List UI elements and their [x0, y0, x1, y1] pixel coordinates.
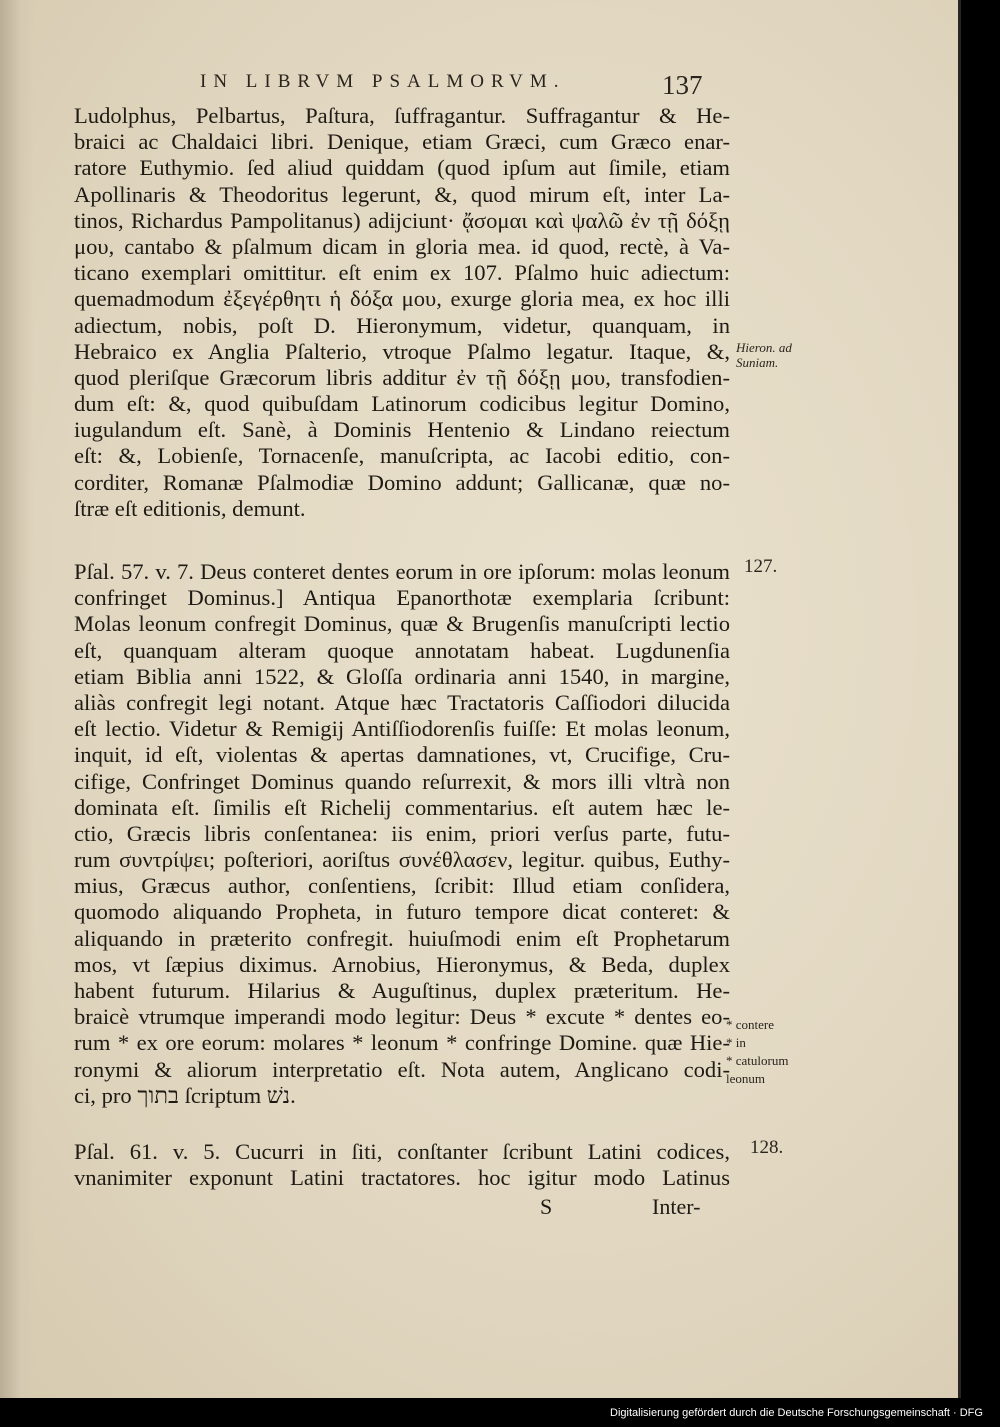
text-line: etiam Biblia anni 1522, & Gloſſa ordinaria anni 1540, in margine, — [74, 663, 730, 689]
text-line: eſt: &, Lobienſe, Tornacenſe, manuſcripta, ac Iacobi editio, con- — [74, 443, 730, 469]
text-line: ctio, Græcis libris conſentanea: iis enim, priori verſus parte, futu- — [74, 820, 730, 846]
text-line: tinos, Richardus Pampolitanus) adijciunt· ᾄσομαι καὶ ψαλῶ ἐν τῇ δόξῃ — [74, 207, 730, 233]
text-line: quod pleriſque Græcorum libris additur ἐν τῇ δόξῃ μου, transfodien- — [74, 364, 730, 390]
text-line: μου, cantabo & pſalmum dicam in gloria mea. id quod, rectè, à Va- — [74, 233, 730, 259]
text-line: Pſal. 57. v. 7. Deus conteret dentes eorum in ore ipſorum: molas leonum — [74, 559, 730, 584]
text-line: Molas leonum confregit Dominus, quæ & Brugenſis manuſcripti lectio — [74, 611, 730, 637]
text-line: quomodo aliquando Propheta, in futuro tempore dicat conteret: & — [74, 899, 730, 925]
text-line: Apollinaris & Theodoritus legerunt, &, quod mirum eſt, inter La- — [74, 181, 730, 207]
catchword: Inter- — [652, 1194, 701, 1219]
paragraph-3 — [74, 1139, 730, 1191]
text-line: iugulandum eſt. Sanè, à Dominis Hentenio & Lindano reiectum — [74, 417, 730, 443]
text-line: rum * ex ore eorum: molares * leonum * confringe Domine. quæ Hie- — [74, 1030, 730, 1056]
text-line: cifige, Confringet Dominus quando reſurrexit, & mors illi vltrà non — [74, 768, 730, 794]
text-line: aliàs confregit legi notant. Atque hæc Tractatoris Caſſiodori dilucida — [74, 689, 730, 715]
text-line: ticano exemplari omittitur. eſt enim ex 107. Pſalmo huic adiectum: — [74, 260, 730, 286]
text-line: mius, Græcus author, conſentiens, ſcribit: Illud etiam conſidera, — [74, 873, 730, 899]
page-number: 137 — [662, 70, 703, 100]
text-line: dum eſt: &, quod quibuſdam Latinorum codicibus legitur Domino, — [74, 391, 730, 417]
text-line: eſt lectio. Videtur & Remigij Antiſſiodorenſis fuiſſe: Et molas leonum, — [74, 716, 730, 742]
text-line: rum συντρίψει; poſteriori, aoriſtus συνέθλασεν, legitur. quibus, Euthy- — [74, 847, 730, 873]
text-line: ronymi & aliorum interpretatio eſt. Nota autem, Anglicano codi- — [74, 1056, 730, 1082]
margin-note-hieron: Hieron. ad Suniam. — [736, 340, 792, 370]
text-line: mos, vt ſæpius diximus. Arnobius, Hieronymus, & Beda, duplex — [74, 951, 730, 977]
verse-number-128: 128. — [750, 1137, 784, 1158]
text-line: braici ac Chaldaici libri. Denique, etiam Græci, cum Græco enar- — [74, 129, 730, 155]
verse-number-127: 127. — [744, 556, 778, 577]
paragraph-2 — [74, 559, 730, 1109]
margin-note-variants: * contere * in * catulorum leonum — [726, 1017, 789, 1086]
text-line: braicè vtrumque imperandi modo legitur: Deus * excute * dentes eo- — [74, 1004, 730, 1030]
text-line: confringet Dominus.] Antiqua Epanorthotæ exemplaria ſcribunt: — [74, 585, 730, 611]
text-line: inquit, id eſt, violentas & apertas damnationes, vt, Crucifige, Cru- — [74, 742, 730, 768]
gutter-shadow — [0, 0, 34, 1398]
paragraph-1 — [74, 103, 730, 522]
text-line: Pſal. 61. v. 5. Cucurri in ſiti, conſtanter ſcribunt Latini codices, — [74, 1139, 730, 1164]
text-line: habent futurum. Hilarius & Auguſtinus, duplex præteritum. He- — [74, 978, 730, 1003]
text-line: corditer, Romanæ Pſalmodiæ Domino addunt; Gallicanæ, quæ no- — [74, 469, 730, 495]
running-head: IN LIBRVM PSALMORVM. — [200, 71, 566, 92]
text-line: adiectum, nobis, poſt D. Hieronymum, videtur, quanquam, in — [74, 312, 730, 338]
signature-mark: S — [540, 1194, 553, 1219]
text-line: dominata eſt. ſimilis eſt Richelij commentarius. eſt autem hæc le- — [74, 794, 730, 820]
text-line: Ludolphus, Pelbartus, Paſtura, ſuffragantur. Suffragantur & He- — [74, 103, 730, 128]
text-line: eſt, quanquam alteram quoque annotatam habeat. Lugdunenſia — [74, 637, 730, 663]
text-line: ratore Euthymio. ſed aliud quiddam (quod ipſum aut ſimile, etiam — [74, 155, 730, 181]
text-line: Hebraico ex Anglia Pſalterio, vtroque Pſalmo legatur. Itaque, &, — [74, 338, 730, 364]
digitization-credit: Digitalisierung gefördert durch die Deutsche Forschungsgemeinschaft · DFG — [610, 1407, 983, 1419]
text-line: aliquando in præterito confregit. huiuſmodi enim eſt Prophetarum — [74, 925, 730, 951]
text-line: quemadmodum ἐξεγέρθητι ἡ δόξα μου, exurge gloria mea, ex hoc illi — [74, 286, 730, 312]
text-line: ſtræ eſt editionis, demunt. — [74, 495, 306, 521]
text-line: ci, pro בתוך ſcriptum נשׁ. — [74, 1082, 296, 1108]
text-line: vnanimiter exponunt Latini tractatores. hoc igitur modo Latinus — [74, 1165, 730, 1191]
